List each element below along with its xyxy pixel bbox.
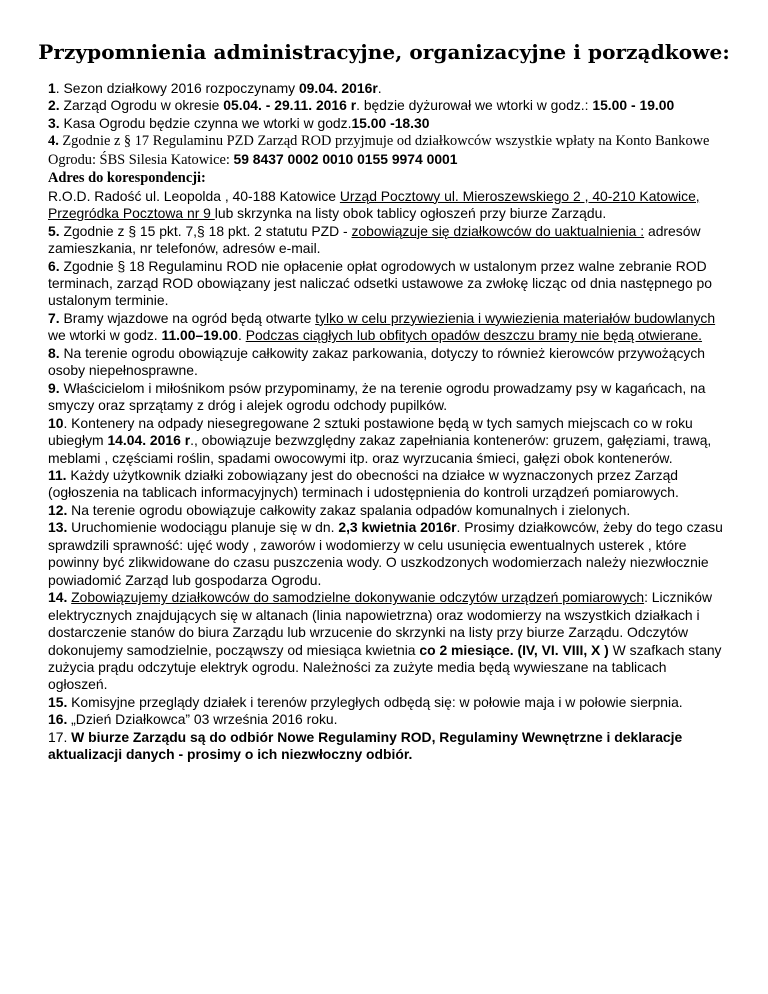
item-4: 4. Zgodnie z § 17 Regulaminu PZD Zarząd ROD przyjmuje od działkowców wszystkie wpłaty na Konto Bankowe Ogrodu: ŚBS Silesia Katowice: 59 8437 0002 0010 0155 9974 0001 [48, 133, 710, 168]
item-3: 3. Kasa Ogrodu będzie czynna we wtorki w godz.15.00 -18.30 [48, 114, 430, 131]
page-title: Przypomnienia administracyjne, organizacyjne i porządkowe: [38, 40, 730, 64]
item-number: 8. [48, 344, 60, 361]
item-number: 1 [48, 80, 56, 96]
address-heading: Adres do korespondencji: [48, 170, 206, 187]
item-number: 11. [48, 466, 67, 483]
item-12: 12. Na terenie ogrodu obowiązuje całkowity zakaz spalania odpadów komunalnych i zielonych. [48, 501, 631, 518]
item-number: 13. [48, 519, 68, 536]
item-7: 7. Bramy wjazdowe na ogród będą otwarte tylko w celu przywiezienia i wywiezienia materiałów budowlanych we wtorki w godz. 11.00–19.00. Podczas ciągłych lub obfitych opadów deszczu bramy nie będą otwierane. [48, 309, 716, 344]
item-number: 2. [48, 97, 60, 114]
item-9: 9. Właścicielom i miłośnikom psów przypominamy, że na terenie ogrodu prowadzamy psy w kagańcach, na smyczy oraz sprzątamy z dróg i alejek ogrodu odchody pupilków. [48, 379, 706, 414]
item-number: 3. [48, 114, 60, 131]
item-number: 15. [48, 693, 68, 710]
address-block: Adres do korespondencji: R.O.D. Radość ul. Leopolda , 40-188 Katowice Urząd Pocztowy ul. Mieroszewskiego 2 , 40-210 Katowice, Przegródka Pocztowa nr 9 lub skrzynka na listy obok tablicy ogłoszeń przy biurze Zarządu. [48, 170, 700, 222]
item-15: 15. Komisyjne przeglądy działek i terenów przyległych odbędą się: w połowie maja i w połowie sierpnia. [48, 693, 683, 710]
item-8: 8. Na terenie ogrodu obowiązuje całkowity zakaz parkowania, dotyczy to również kierowców przywożących osoby niepełnosprawne. [48, 344, 706, 379]
item-2: 2. Zarząd Ogrodu w okresie 05.04. - 29.11. 2016 r. będzie dyżurował we wtorki w godz.: 15.00 - 19.00 [48, 97, 675, 114]
item-number: 4. [48, 133, 59, 150]
item-16: 16. „Dzień Działkowca” 03 września 2016 roku. [48, 711, 338, 728]
item-number: 5. [48, 222, 60, 239]
item-13: 13. Uruchomienie wodociągu planuje się w dn. 2,3 kwietnia 2016r. Prosimy działkowców, żeby do tego czasu sprawdzili sprawność: ujęć wody , zaworów i wodomierzy w celu usunięcia ewentualnych usterek , które powinny być zlikwidowane do czasu puszczenia wody. O uszkodzonych wodomierzach należy niezwłocznie powiadomić Zarząd lub gospodarza Ogrodu. [48, 519, 723, 588]
item-number: 12. [48, 501, 68, 518]
item-number: 14. [48, 589, 68, 606]
item-10: 10. Kontenery na odpady niesegregowane 2 sztuki postawione będą w tych samych miejscach co w roku ubiegłym 14.04. 2016 r., obowiązuje bezwzględny zakaz zapełniania kontenerów: gruzem, gałęziami, trawą, meblami , częściami roślin, spadami owocowymi itp. oraz wyrzucania śmieci, gałęzi obok kontenerów. [48, 414, 712, 466]
item-number: 10 [48, 414, 64, 431]
item-17: 17. W biurze Zarządu są do odbiór Nowe Regulaminy ROD, Regulaminy Wewnętrzne i deklaracje aktualizacji danych - prosimy o ich niezwłoczny odbiór. [48, 728, 683, 763]
item-14: 14. Zobowiązujemy działkowców do samodzielne dokonywanie odczytów urządzeń pomiarowych: Liczników elektrycznych znajdujących się w altanach (linia napowietrzna) oraz wodomierzy na wszystkich działkach i dostarczenie stanów do biura Zarządu lub wrzucenie do skrzynki na listy przy biurze Zarządu. Odczytów dokonujemy samodzielnie, począwszy od miesiąca kwietnia co 2 miesiące. (IV, VI. VIII, X ) W szafkach stany zużycia prądu odczytuje elektryk ogrodu. Należności za zużyte media będą wywieszane na tablicach ogłoszeń. [48, 589, 722, 693]
post-office-address: Urząd Pocztowy ul. Mieroszewskiego 2 , 40-210 Katowice, Przegródka Pocztowa nr 9 [48, 187, 700, 222]
item-number: 9. [48, 379, 60, 396]
item-number: 7. [48, 309, 60, 326]
item-1: 1. Sezon działkowy 2016 rozpoczynamy 09.04. 2016r. [48, 80, 382, 96]
item-5: 5. Zgodnie z § 15 pkt. 7,§ 18 pkt. 2 statutu PZD - zobowiązuje się działkowców do uaktualnienia : adresów zamieszkania, nr telefonów, adresów e-mail. [48, 222, 701, 257]
item-number: 17. [48, 728, 68, 745]
item-11: 11. Każdy użytkownik działki zobowiązany jest do obecności na działce w wyznaczonych przez Zarząd (ogłoszenia na tablicach informacyjnych) terminach i udostępnienia do kontroli urządzeń pomiarowych. [48, 466, 679, 501]
item-number: 6. [48, 257, 60, 274]
item-number: 16. [48, 711, 68, 728]
item-6: 6. Zgodnie § 18 Regulaminu ROD nie opłacenie opłat ogrodowych w ustalonym przez walne zebranie ROD terminach, zarząd ROD obowiązany jest naliczać odsetki ustawowe za zwłokę licząc od dnia następnego po ustalonym terminie. [48, 257, 713, 309]
document-body [48, 80, 728, 764]
